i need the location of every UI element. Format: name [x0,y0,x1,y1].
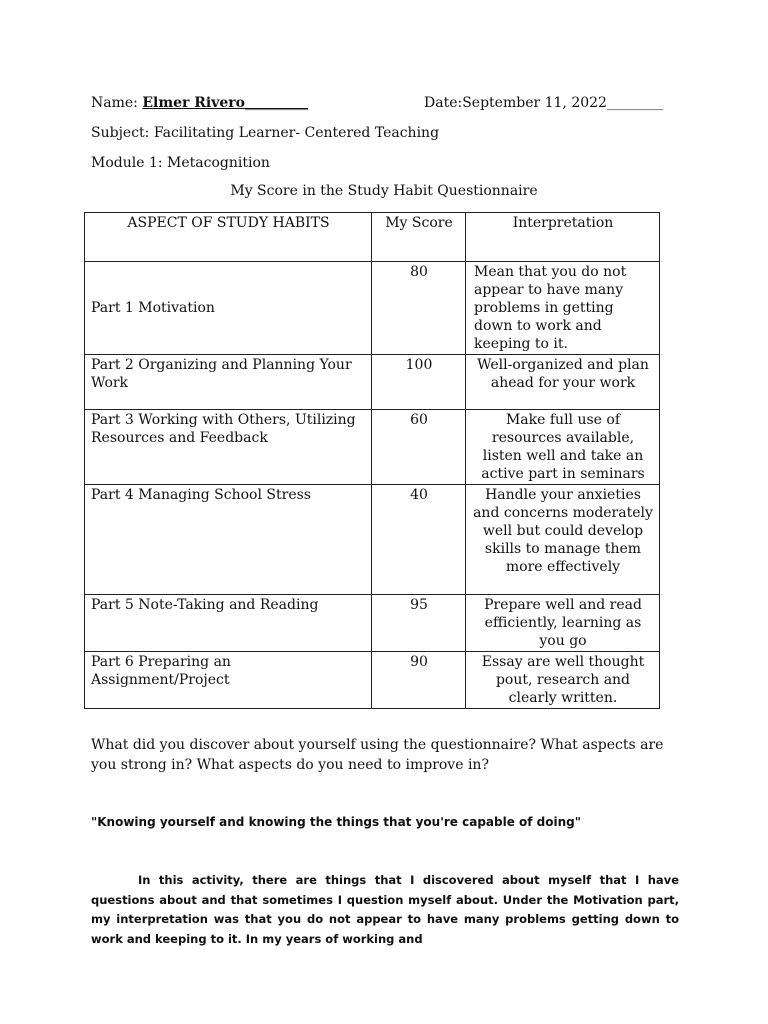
table-row [85,485,660,595]
interpretation-cell: Essay are well thought pout, research and clearly written. [466,652,660,709]
document-title: My Score in the Study Habit Questionnaire [230,183,538,199]
name-label: Name: [91,95,138,111]
name-value: Elmer Rivero [142,95,245,111]
column-header-aspect: ASPECT OF STUDY HABITS [85,213,372,262]
interpretation-cell: Prepare well and read efficiently, learning as you go [466,595,660,652]
interpretation-cell: Well-organized and plan ahead for your work [466,355,660,410]
essay-quote: "Knowing yourself and knowing the things that you're capable of doing" [91,815,581,829]
aspect-cell: Part 5 Note-Taking and Reading [85,595,372,652]
subject-line: Subject: Facilitating Learner- Centered Teaching [91,125,440,141]
date-value: September 11, 2022 [462,95,607,111]
interpretation-cell: Handle your anxieties and concerns moderately well but could develop skills to manage them more effectively [466,485,660,595]
table-row [85,652,660,709]
reflection-question: What did you discover about yourself using the questionnaire? What aspects are you strong in? What aspects do you need to improve in? [91,737,664,773]
score-cell: 40 [372,485,466,595]
table-row [85,595,660,652]
name-line [91,94,308,112]
aspect-cell: Part 6 Preparing an Assignment/Project [85,652,372,709]
study-habits-table [84,212,660,709]
date-line [424,94,663,112]
essay-paragraph: In this activity, there are things that I discovered about myself that I have questions about and that sometimes I question myself about. Under the Motivation part, my interpretation was that you do not appear to have many problems getting down to work and keeping to it. In my years of working and [91,873,679,946]
name-underline: _________ [245,95,308,111]
table-header-row [85,213,660,262]
interpretation-cell: Mean that you do not appear to have many problems in getting down to work and keeping to it. [466,262,660,355]
aspect-cell: Part 3 Working with Others, Utilizing Resources and Feedback [85,410,372,485]
column-header-score: My Score [372,213,466,262]
date-label: Date: [424,95,463,111]
table-row [85,355,660,410]
score-cell: 80 [372,262,466,355]
score-cell: 95 [372,595,466,652]
column-header-interpretation: Interpretation [466,213,660,262]
table-row [85,262,660,355]
table-row [85,410,660,485]
score-cell: 60 [372,410,466,485]
aspect-cell: Part 1 Motivation [85,262,372,355]
aspect-cell: Part 4 Managing School Stress [85,485,372,595]
score-cell: 100 [372,355,466,410]
aspect-cell: Part 2 Organizing and Planning Your Work [85,355,372,410]
score-cell: 90 [372,652,466,709]
interpretation-cell: Make full use of resources available, listen well and take an active part in seminars [466,410,660,485]
module-line: Module 1: Metacognition [91,155,270,171]
date-underline: ________ [606,95,663,111]
